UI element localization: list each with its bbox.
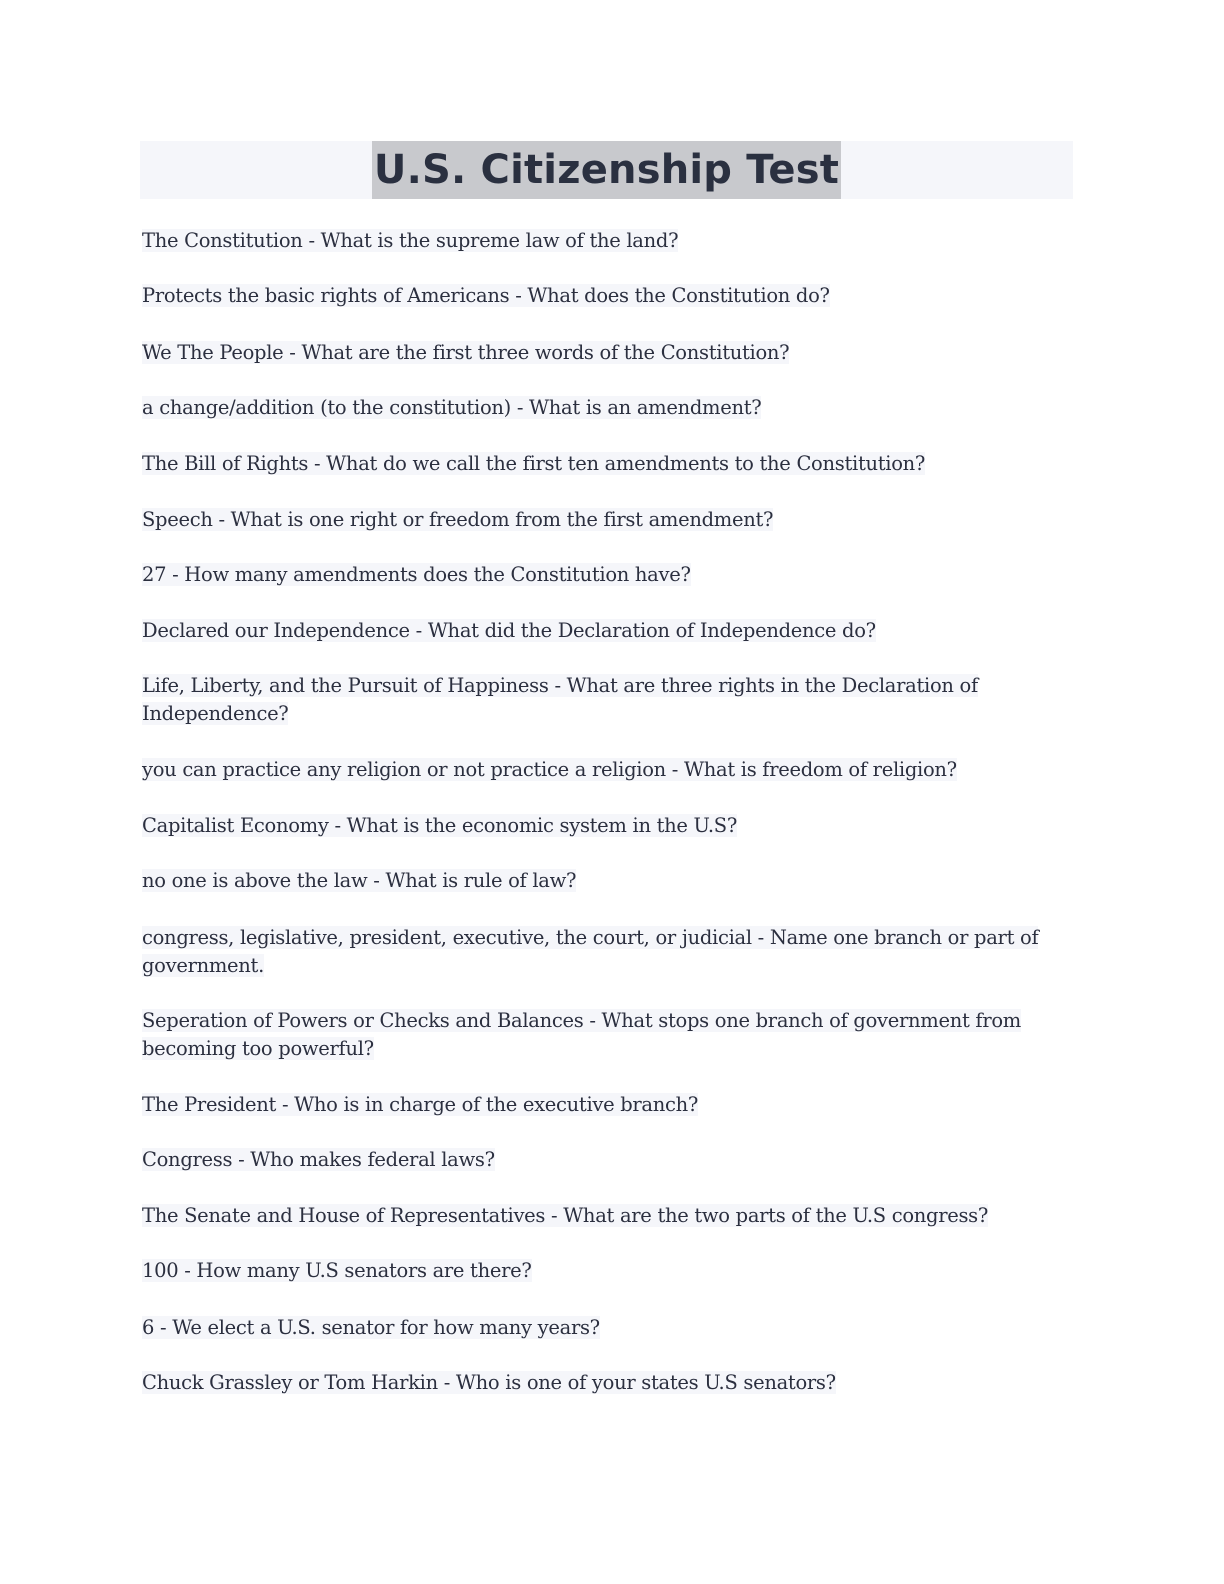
qa-text: you can practice any religion or not practice a religion - What is freedom of religion?: [142, 758, 957, 781]
qa-text: The Bill of Rights - What do we call the first ten amendments to the Constitution?: [142, 452, 926, 475]
title-band: [140, 141, 1073, 199]
list-item: [142, 282, 1072, 310]
list-item: [142, 450, 1072, 478]
qa-text: Seperation of Powers or Checks and Balances - What stops one branch of government from becoming too powerful?: [142, 1009, 1021, 1060]
qa-text: a change/addition (to the constitution) - What is an amendment?: [142, 396, 762, 419]
qa-text: Capitalist Economy - What is the economic system in the U.S?: [142, 814, 737, 837]
qa-text: congress, legislative, president, executive, the court, or judicial - Name one branch or part of government.: [142, 926, 1039, 977]
qa-text: We The People - What are the first three words of the Constitution?: [142, 341, 790, 364]
qa-text: Protects the basic rights of Americans - What does the Constitution do?: [142, 284, 830, 307]
list-item: [142, 756, 1072, 784]
qa-text: Life, Liberty, and the Pursuit of Happiness - What are three rights in the Declaration of Independence?: [142, 674, 978, 725]
list-item: [142, 506, 1072, 534]
list-item: [142, 227, 1072, 255]
qa-text: Speech - What is one right or freedom from the first amendment?: [142, 508, 774, 531]
qa-text: Congress - Who makes federal laws?: [142, 1148, 495, 1171]
list-item: [142, 1202, 1072, 1230]
list-item: [142, 812, 1072, 840]
list-item: [142, 924, 1072, 980]
list-item: [142, 672, 1072, 728]
list-item: [142, 394, 1072, 422]
qa-text: The Constitution - What is the supreme law of the land?: [142, 229, 679, 252]
list-item: [142, 1007, 1072, 1063]
list-item: [142, 1314, 1072, 1342]
qa-text: Chuck Grassley or Tom Harkin - Who is one of your states U.S senators?: [142, 1371, 836, 1394]
list-item: [142, 561, 1072, 589]
list-item: [142, 1146, 1072, 1174]
list-item: [142, 339, 1072, 367]
list-item: [142, 1369, 1072, 1397]
page-title: U.S. Citizenship Test: [372, 141, 841, 199]
qa-text: 27 - How many amendments does the Constitution have?: [142, 563, 691, 586]
list-item: [142, 1091, 1072, 1119]
qa-text: The Senate and House of Representatives - What are the two parts of the U.S congress?: [142, 1204, 989, 1227]
qa-text: 6 - We elect a U.S. senator for how many years?: [142, 1316, 600, 1339]
qa-text: no one is above the law - What is rule of law?: [142, 869, 577, 892]
list-item: [142, 617, 1072, 645]
list-item: [142, 867, 1072, 895]
qa-text: 100 - How many U.S senators are there?: [142, 1259, 532, 1282]
qa-text: The President - Who is in charge of the executive branch?: [142, 1093, 699, 1116]
qa-text: Declared our Independence - What did the Declaration of Independence do?: [142, 619, 876, 642]
list-item: [142, 1257, 1072, 1285]
